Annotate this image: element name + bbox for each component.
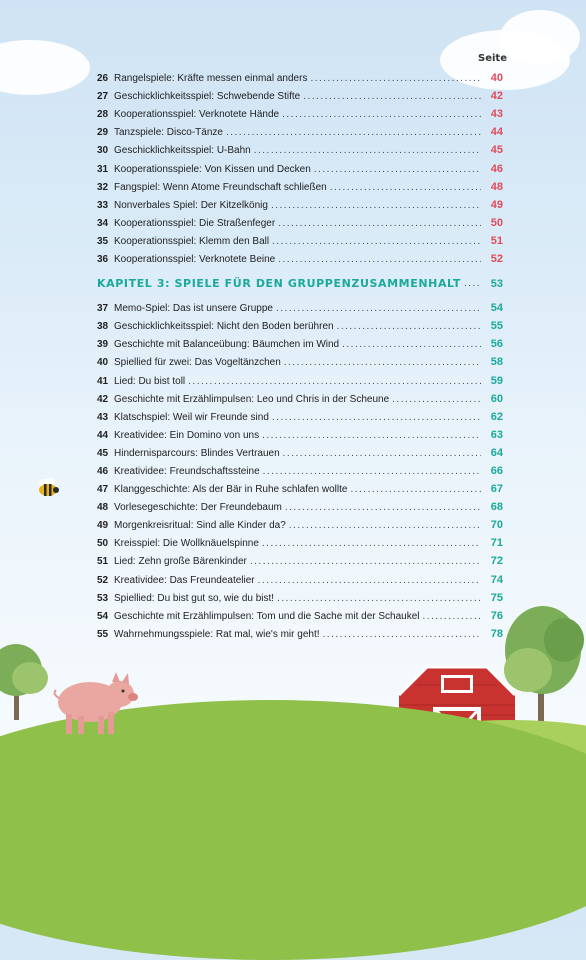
entry-title: Kooperationsspiel: Klemm den Ball — [114, 235, 270, 247]
entry-title: Kreisspiel: Die Wollknäuelspinne — [114, 538, 259, 550]
toc-section-1 — [97, 66, 503, 265]
bee-icon — [36, 478, 60, 498]
entry-page-number: 70 — [490, 519, 503, 532]
entry-number: 40 — [97, 357, 109, 369]
chapter-page-number: 53 — [490, 277, 503, 290]
dot-leader — [226, 127, 481, 138]
entry-number: 48 — [97, 502, 109, 514]
entry-title: Nonverbales Spiel: Der Kitzelkönig — [114, 199, 268, 211]
toc-entry — [97, 387, 503, 405]
entry-number: 32 — [97, 181, 109, 193]
entry-page-number: 54 — [490, 302, 503, 315]
dot-leader — [254, 145, 481, 156]
toc-entry — [97, 423, 503, 441]
entry-number: 46 — [97, 465, 109, 477]
dot-leader — [330, 182, 481, 193]
toc-entry — [97, 175, 503, 193]
entry-page-number: 67 — [490, 483, 503, 496]
entry-title: Kooperationsspiel: Die Straßenfeger — [114, 217, 276, 229]
toc-entry — [97, 405, 503, 423]
entry-title: Geschicklichkeitsspiel: U-Bahn — [114, 145, 251, 157]
entry-number: 54 — [97, 610, 109, 622]
toc-entry — [97, 314, 503, 332]
entry-title: Lied: Zehn große Bärenkinder — [114, 556, 247, 568]
entry-title: Wahrnehmungsspiele: Rat mal, wie's mir geht! — [114, 628, 320, 640]
entry-title: Geschichte mit Erzählimpulsen: Leo und Chris in der Scheune — [114, 393, 390, 405]
entry-page-number: 49 — [490, 198, 503, 211]
entry-page-number: 55 — [490, 320, 503, 333]
entry-page-number: 51 — [490, 234, 503, 247]
toc-entry — [97, 247, 503, 265]
hill-front — [0, 700, 586, 960]
entry-title: Kooperationsspiel: Verknotete Beine — [114, 254, 276, 266]
dot-leader — [303, 91, 481, 102]
entry-title: Tanzspiele: Disco-Tänze — [114, 127, 223, 139]
toc-entry — [97, 513, 503, 531]
dot-leader — [323, 629, 481, 640]
entry-page-number: 75 — [490, 591, 503, 604]
entry-title: Fangspiel: Wenn Atome Freundschaft schließen — [114, 181, 327, 193]
entry-page-number: 44 — [490, 126, 503, 139]
entry-page-number: 43 — [490, 108, 503, 121]
toc-entry — [97, 459, 503, 477]
pig-illustration — [50, 668, 140, 736]
toc-entry — [97, 66, 503, 84]
entry-number: 43 — [97, 411, 109, 423]
entry-page-number: 48 — [490, 180, 503, 193]
table-of-contents — [97, 66, 503, 640]
entry-page-number: 46 — [490, 162, 503, 175]
entry-number: 33 — [97, 199, 109, 211]
entry-page-number: 59 — [490, 374, 503, 387]
entry-page-number: 76 — [490, 609, 503, 622]
toc-entry — [97, 567, 503, 585]
toc-entry — [97, 549, 503, 567]
dot-leader — [350, 484, 481, 495]
entry-page-number: 60 — [490, 392, 503, 405]
toc-entry — [97, 102, 503, 120]
toc-entry — [97, 441, 503, 459]
dot-leader — [250, 556, 481, 567]
entry-page-number: 52 — [490, 253, 503, 266]
entry-number: 31 — [97, 163, 109, 175]
dot-leader — [258, 575, 481, 586]
entry-number: 29 — [97, 127, 109, 139]
entry-number: 51 — [97, 556, 109, 568]
entry-page-number: 62 — [490, 410, 503, 423]
chapter-title: KAPITEL 3: SPIELE FÜR DEN GRUPPENZUSAMMENHALT — [97, 277, 461, 291]
cloud — [0, 40, 90, 95]
entry-number: 27 — [97, 91, 109, 103]
entry-number: 34 — [97, 217, 109, 229]
entry-page-number: 71 — [490, 537, 503, 550]
entry-number: 52 — [97, 574, 109, 586]
entry-number: 35 — [97, 235, 109, 247]
entry-number: 26 — [97, 73, 109, 85]
entry-title: Kooperationsspiele: Von Kissen und Decken — [114, 163, 311, 175]
entry-page-number: 42 — [490, 90, 503, 103]
entry-number: 44 — [97, 429, 109, 441]
toc-entry — [97, 604, 503, 622]
entry-number: 38 — [97, 321, 109, 333]
entry-number: 28 — [97, 109, 109, 121]
dot-leader — [262, 538, 481, 549]
dot-leader — [464, 278, 481, 289]
chapter-heading — [97, 271, 503, 296]
toc-entry — [97, 193, 503, 211]
dot-leader — [283, 448, 481, 459]
dot-leader — [310, 73, 481, 84]
entry-page-number: 68 — [490, 501, 503, 514]
toc-entry — [97, 368, 503, 386]
entry-title: Klanggeschichte: Als der Bär in Ruhe schlafen wollte — [114, 484, 348, 496]
toc-entry — [97, 211, 503, 229]
entry-title: Memo-Spiel: Das ist unsere Gruppe — [114, 303, 273, 315]
toc-section-2 — [97, 296, 503, 640]
entry-number: 42 — [97, 393, 109, 405]
entry-page-number: 78 — [490, 627, 503, 640]
entry-title: Geschichte mit Erzählimpulsen: Tom und die Sache mit der Schaukel — [114, 610, 420, 622]
entry-page-number: 58 — [490, 356, 503, 369]
entry-page-number: 45 — [490, 144, 503, 157]
entry-page-number: 40 — [490, 72, 503, 85]
dot-leader — [278, 254, 481, 265]
entry-number: 53 — [97, 592, 109, 604]
page-column-label: Seite — [478, 53, 507, 64]
entry-page-number: 56 — [490, 338, 503, 351]
toc-entry — [97, 120, 503, 138]
toc-entry — [97, 586, 503, 604]
entry-title: Kreatividee: Freundschaftssteine — [114, 465, 260, 477]
entry-title: Geschichte mit Balanceübung: Bäumchen im Wind — [114, 339, 340, 351]
toc-entry — [97, 156, 503, 174]
entry-title: Morgenkreisritual: Sind alle Kinder da? — [114, 520, 286, 532]
entry-title: Spiellied für zwei: Das Vogeltänzchen — [114, 357, 281, 369]
dot-leader — [342, 339, 481, 350]
dot-leader — [277, 593, 481, 604]
toc-entry — [97, 84, 503, 102]
dot-leader — [188, 376, 481, 387]
entry-page-number: 50 — [490, 216, 503, 229]
entry-number: 50 — [97, 538, 109, 550]
dot-leader — [284, 357, 481, 368]
dot-leader — [278, 218, 481, 229]
entry-title: Geschicklichkeitsspiel: Schwebende Stifte — [114, 91, 301, 103]
entry-page-number: 74 — [490, 573, 503, 586]
entry-title: Geschicklichkeitsspiel: Nicht den Boden berühren — [114, 321, 334, 333]
toc-entry — [97, 350, 503, 368]
toc-entry — [97, 229, 503, 247]
toc-entry — [97, 531, 503, 549]
entry-title: Hindernisparcours: Blindes Vertrauen — [114, 447, 280, 459]
dot-leader — [263, 466, 481, 477]
dot-leader — [314, 164, 481, 175]
dot-leader — [272, 236, 481, 247]
dot-leader — [262, 430, 481, 441]
entry-page-number: 64 — [490, 446, 503, 459]
entry-number: 36 — [97, 254, 109, 266]
entry-title: Spiellied: Du bist gut so, wie du bist! — [114, 592, 275, 604]
entry-page-number: 72 — [490, 555, 503, 568]
dot-leader — [285, 502, 481, 513]
entry-title: Vorlesegeschichte: Der Freundebaum — [114, 502, 282, 514]
entry-number: 45 — [97, 447, 109, 459]
entry-title: Klatschspiel: Weil wir Freunde sind — [114, 411, 269, 423]
entry-page-number: 66 — [490, 464, 503, 477]
dot-leader — [271, 200, 481, 211]
toc-entry — [97, 477, 503, 495]
entry-title: Kreatividee: Ein Domino von uns — [114, 429, 260, 441]
dot-leader — [272, 412, 481, 423]
toc-entry — [97, 622, 503, 640]
dot-leader — [289, 520, 481, 531]
dot-leader — [282, 109, 481, 120]
dot-leader — [276, 303, 481, 314]
toc-entry — [97, 138, 503, 156]
entry-number: 47 — [97, 484, 109, 496]
entry-number: 49 — [97, 520, 109, 532]
entry-title: Rangelspiele: Kräfte messen einmal anders — [114, 73, 308, 85]
entry-number: 55 — [97, 628, 109, 640]
entry-title: Kreatividee: Das Freundeatelier — [114, 574, 255, 586]
toc-entry — [97, 495, 503, 513]
entry-title: Kooperationsspiel: Verknotete Hände — [114, 109, 280, 121]
entry-number: 39 — [97, 339, 109, 351]
dot-leader — [337, 321, 481, 332]
entry-number: 37 — [97, 303, 109, 315]
cloud — [500, 10, 580, 65]
dot-leader — [423, 611, 481, 622]
entry-number: 30 — [97, 145, 109, 157]
dot-leader — [392, 394, 481, 405]
toc-entry — [97, 296, 503, 314]
entry-number: 41 — [97, 375, 109, 387]
entry-page-number: 63 — [490, 428, 503, 441]
entry-title: Lied: Du bist toll — [114, 375, 186, 387]
toc-entry — [97, 332, 503, 350]
